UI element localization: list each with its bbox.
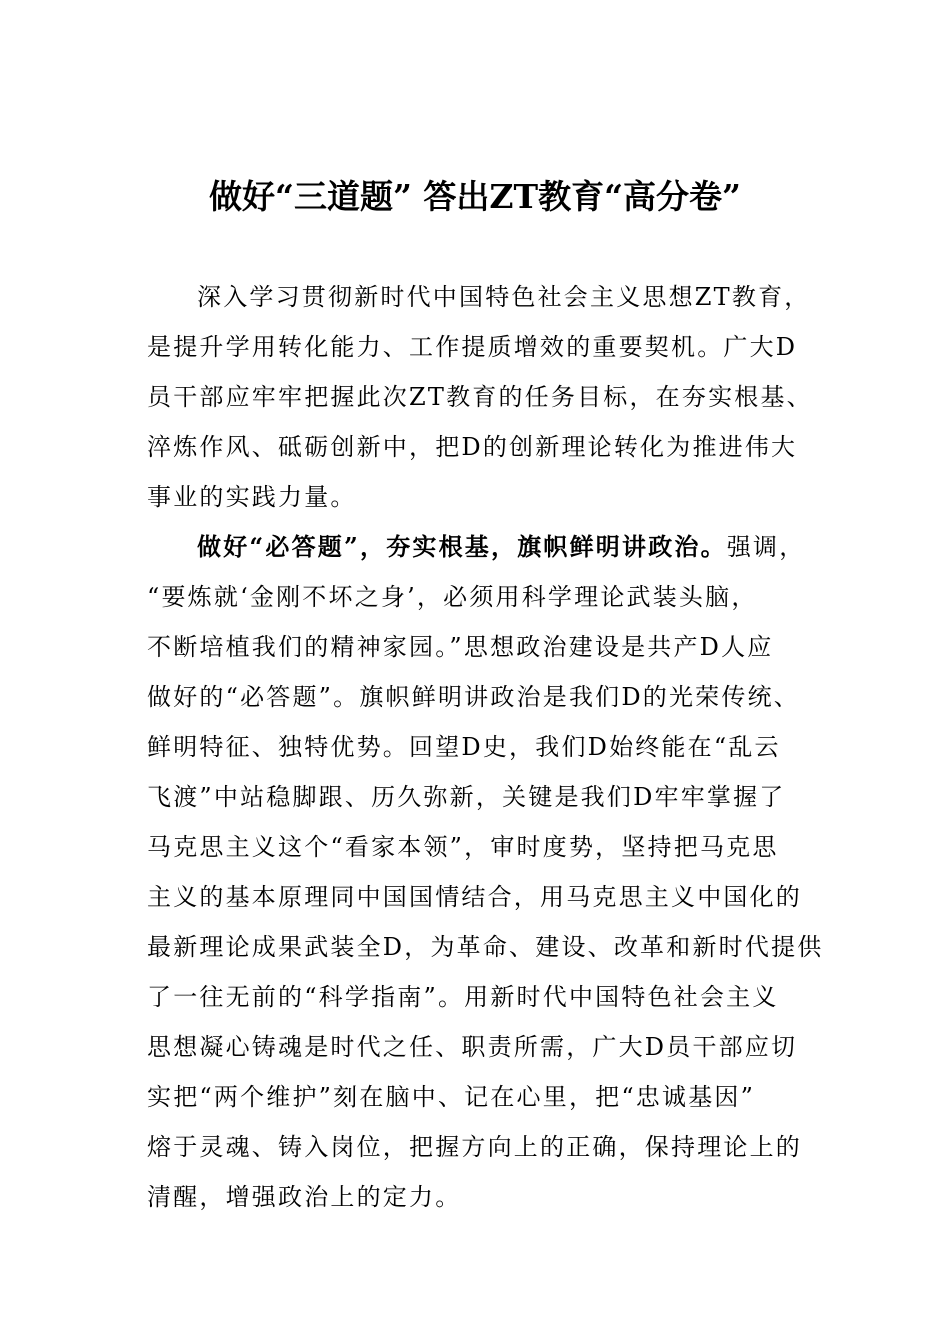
paragraph-line: 鲜明特征、独特优势。回望D史，我们D始终能在“乱云 — [147, 733, 781, 761]
paragraph-line: 实把“两个维护”刻在脑中、记在心里，把“忠诚基因” — [147, 1083, 756, 1111]
paragraph-line: “要炼就‘金刚不坏之身’，必须用科学理论武装头脑， — [147, 583, 758, 611]
paragraph-line: 深入学习贯彻新时代中国特色社会主义思想ZT教育， — [197, 283, 811, 311]
paragraph-line: 思想凝心铸魂是时代之任、职责所需，广大D员干部应切 — [147, 1033, 798, 1061]
paragraph-line: 员干部应牢牢把握此次ZT教育的任务目标，在夯实根基、 — [147, 383, 813, 411]
paragraph-line: 不断培植我们的精神家园。”思想政治建设是共产D人应 — [147, 633, 774, 661]
paragraph-line: 飞渡”中站稳脚跟、历久弥新，关键是我们D牢牢掌握了 — [147, 783, 786, 811]
document-title: 做好“三道题” 答出ZT教育“高分卷” — [208, 177, 742, 216]
paragraph-line: 最新理论成果武装全D，为革命、建设、改革和新时代提供 — [147, 933, 824, 961]
paragraph-line: 事业的实践力量。 — [147, 483, 357, 511]
paragraph-line: 主义的基本原理同中国国情结合，用马克思主义中国化的 — [147, 883, 802, 911]
paragraph-line: 了一往无前的“科学指南”。用新时代中国特色社会主义 — [147, 983, 779, 1011]
paragraph-line: 淬炼作风、砥砺创新中，把D的创新理论转化为推进伟大 — [147, 433, 798, 461]
paragraph-lead-line — [197, 522, 805, 572]
paragraph-line: 是提升学用转化能力、工作提质增效的重要契机。广大D — [147, 333, 798, 361]
paragraph-heading: 做好“必答题”，夯实根基，旗帜鲜明讲政治。 — [197, 532, 727, 561]
paragraph-line: 清醒，增强政治上的定力。 — [147, 1183, 462, 1211]
paragraph-lead-rest: 强调， — [726, 533, 806, 561]
paragraph-line: 马克思主义这个“看家本领”，审时度势，坚持把马克思 — [147, 833, 779, 861]
paragraph-line: 做好的“必答题”。旗帜鲜明讲政治是我们D的光荣传统、 — [147, 683, 800, 711]
paragraph-line: 熔于灵魂、铸入岗位，把握方向上的正确，保持理论上的 — [147, 1133, 802, 1161]
